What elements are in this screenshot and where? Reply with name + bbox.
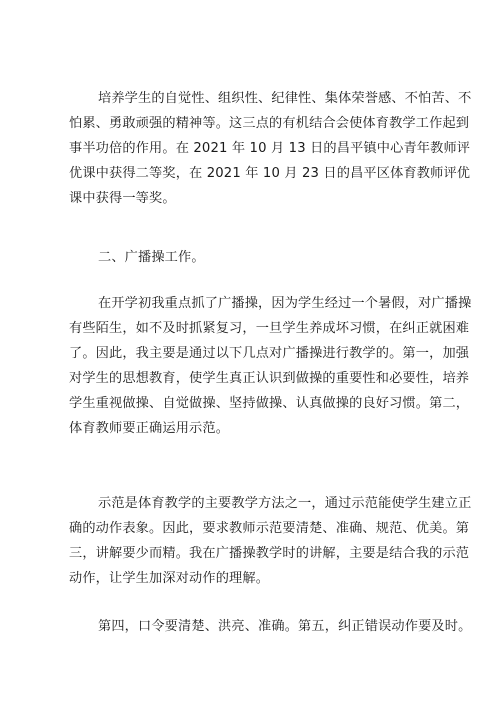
paragraph-line: 三，讲解要少而精。我在广播操教学时的讲解，主要是结合我的示范 [69, 546, 470, 561]
paragraph-line: 体育教师要正确运用示范。 [69, 421, 230, 436]
paragraph-1 [69, 86, 472, 211]
paragraph-line: 培养学生的自觉性、组织性、纪律性、集体荣誉感、不怕苦、不 [98, 91, 472, 106]
section-heading-broadcast-exercise [69, 245, 431, 270]
paragraph-line: 确的动作表象。因此，要求教师示范要清楚、准确、规范、优美。第 [69, 521, 470, 536]
paragraph-line: 学生重视做操、自觉做操、坚持做操、认真做操的良好习惯。第二， [69, 396, 470, 411]
paragraph-line: 怕累、勇敢顽强的精神等。这三点的有机结合会使体育教学工作起到 [69, 116, 470, 131]
paragraph-line: 有些陌生，如不及时抓紧复习，一旦学生养成坏习惯，在纠正就困难 [69, 321, 470, 336]
paragraph-4 [69, 491, 472, 591]
paragraph-line: 优课中获得二等奖，在 2021 年 10 月 23 日的昌平区体育教师评优 [69, 166, 471, 181]
paragraph-line: 在开学初我重点抓了广播操，因为学生经过一个暑假，对广播操 [98, 296, 472, 311]
paragraph-line: 动作，让学生加深对动作的理解。 [69, 571, 270, 586]
paragraph-line: 对学生的思想教育，使学生真正认识到做操的重要性和必要性，培养 [69, 371, 470, 386]
paragraph-line: 课中获得一等奖。 [69, 191, 176, 206]
paragraph-3 [69, 291, 472, 441]
heading-line: 二、广播操工作。 [98, 250, 205, 265]
paragraph-line: 示范是体育教学的主要教学方法之一，通过示范能使学生建立正 [98, 496, 472, 511]
paragraph-5 [69, 614, 472, 639]
paragraph-line: 了。因此，我主要是通过以下几点对广播操进行教学的。第一，加强 [69, 346, 470, 361]
paragraph-line: 事半功倍的作用。在 2021 年 10 月 13 日的昌平镇中心青年教师评 [69, 141, 471, 156]
paragraph-line: 第四，口令要清楚、洪亮、准确。第五，纠正错误动作要及时。 [98, 619, 472, 634]
